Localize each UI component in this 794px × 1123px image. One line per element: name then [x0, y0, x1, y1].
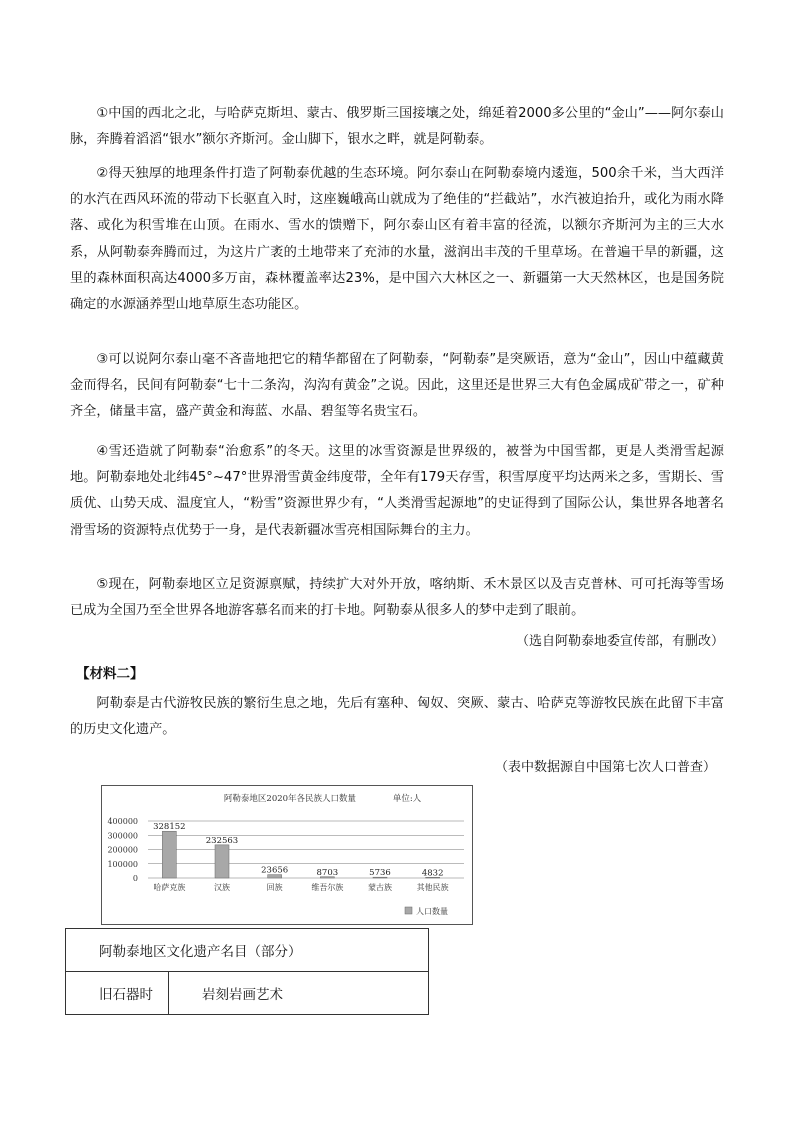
x-category-label: 蒙古族 — [368, 883, 392, 892]
bar-value-label: 8703 — [316, 867, 339, 878]
y-tick-label: 400000 — [107, 817, 138, 826]
y-tick-label: 300000 — [107, 831, 138, 841]
bar-value-label: 328152 — [153, 822, 186, 833]
bar-1 — [215, 845, 229, 878]
bar-value-label: 232563 — [205, 835, 239, 846]
paragraph-3: ③可以说阿尔泰山毫不吝啬地把它的精华都留在了阿勒泰，“阿勒泰”是突厥语，意为“金山”，因山中蕴藏黄金而得名，民间有阿勒泰“七十二条沟，沟沟有黄金”之说。因此，这里还是世界三大有色金属成矿带之一，矿种齐全，储量丰富，盛产黄金和海蓝、水晶、碧玺等名贵宝石。 — [70, 352, 724, 420]
bar-value-label: 4832 — [421, 868, 444, 879]
table-row — [66, 972, 429, 1015]
x-category-label: 维吾尔族 — [311, 883, 344, 892]
paragraph-4: ④雪还造就了阿勒泰“治愈系”的冬天。这里的冰雪资源是世界级的，被誉为中国雪都，更是人类滑雪起源地。阿勒泰地处北纬45°~47°世界滑雪黄金纬度带，全年有179天存雪，积雪厚度平均达两米之多，雪期长、雪质优、山势天成、温度宜人，“粉雪”资源世界少有，“人类滑雪起源地”的史证得到了国际公认，集世界各地著名滑雪场的资源特点优势于一身，是代表新疆冰雪亮相国际舞台的主力。 — [70, 444, 724, 538]
paragraph-2: ②得天独厚的地理条件打造了阿勒泰优越的生态环境。阿尔泰山在阿勒泰境内逶迤，500余千米，当大西洋的水汽在西风环流的带动下长驱直入时，这座巍峨高山就成为了绝佳的“拦截站”，水汽被迫抬升，或化为雨水降落、或化为积雪堆在山顶。在雨水、雪水的馈赠下，阿尔泰山区有着丰富的径流，以额尔齐斯河为主的三大水系，从阿勒泰奔腾而过，为这片广袤的土地带来了充沛的水量，滋润出丰茂的千里草场。在普遍干旱的新疆，这里的森林面积高达4000多万亩，森林覆盖率达23%，是中国六大林区之一、新疆第一大天然林区，也是国务院确定的水源涵养型山地草原生态功能区。 — [70, 166, 724, 313]
legend-label: 人口数量 — [416, 907, 448, 916]
y-tick-label: 100000 — [107, 859, 138, 869]
x-category-label: 汉族 — [214, 883, 230, 892]
y-tick-label: 0 — [132, 874, 138, 883]
population-chart — [101, 785, 473, 925]
material1-source: （选自阿勒泰地委宣传部，有删改） — [515, 634, 724, 649]
bar-value-label: 5736 — [369, 868, 391, 879]
material2-paragraph: 阿勒泰是古代游牧民族的繁衍生息之地，先后有塞种、匈奴、突厥、蒙古、哈萨克等游牧民族在此留下丰富的历史文化遗产。 — [70, 696, 724, 738]
material2-source: （表中数据源自中国第七次人口普查） — [494, 760, 716, 775]
heritage-table — [65, 928, 429, 1015]
paragraph-5: ⑤现在，阿勒泰地区立足资源禀赋，持续扩大对外开放，喀纳斯、禾木景区以及吉克普林、可可托海等雪场已成为全国乃至全世界各地游客慕名而来的打卡地。阿勒泰从很多人的梦中走到了眼前。 — [70, 577, 724, 619]
heritage-table-header-row — [66, 929, 429, 972]
chart-unit: 单位:人 — [392, 794, 422, 804]
heritage-era-cell: 旧石器时 — [66, 972, 169, 1015]
bar-0 — [162, 831, 176, 878]
chart-title: 阿勒泰地区2020年各民族人口数量 — [223, 794, 357, 804]
bar-value-label: 23656 — [261, 865, 289, 876]
x-category-label: 其他民族 — [416, 883, 449, 892]
paragraph-1: ①中国的西北之北，与哈萨克斯坦、蒙古、俄罗斯三国接壤之处，绵延着2000多公里的“金山”——阿尔泰山脉，奔腾着滔滔“银水”额尔齐斯河。金山脚下，银水之畔，就是阿勒泰。 — [70, 106, 724, 148]
y-tick-label: 200000 — [107, 845, 138, 855]
material2-heading: 【材料二】 — [76, 666, 144, 682]
legend-swatch — [405, 907, 412, 914]
heritage-item-cell: 岩刻岩画艺术 — [169, 972, 429, 1015]
population-chart-svg — [102, 786, 472, 924]
heritage-table-title: 阿勒泰地区文化遗产名目（部分） — [66, 929, 429, 972]
x-category-label: 哈萨克族 — [153, 883, 186, 892]
x-category-label: 回族 — [266, 883, 283, 892]
